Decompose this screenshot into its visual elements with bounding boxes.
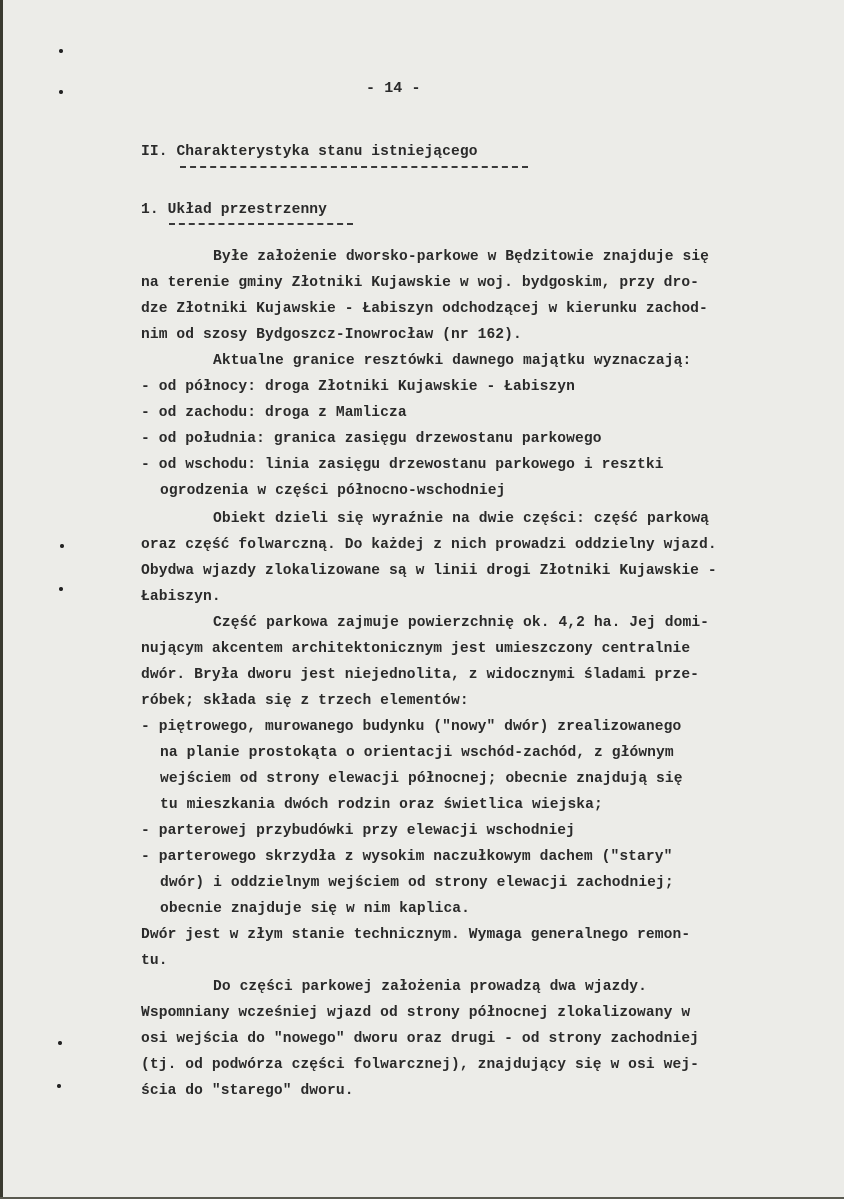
text-line: na terenie gminy Złotniki Kujawskie w woj. bydgoskim, przy dro- — [141, 275, 700, 291]
text-line: Obiekt dzieli się wyraźnie na dwie części: część parkową — [213, 511, 710, 527]
text-line: tu mieszkania dwóch rodzin oraz świetlica wiejska; — [160, 797, 603, 813]
text-line: - od zachodu: droga z Mamlicza — [141, 405, 407, 421]
text-line: oraz część folwarczną. Do każdej z nich prowadzi oddzielny wjazd. — [141, 537, 717, 553]
text-line: tu. — [141, 953, 168, 969]
text-line: dwór. Bryła dworu jest niejednolita, z widocznymi śladami prze- — [141, 667, 700, 683]
binding-hole-mark — [58, 1041, 62, 1045]
subsection-title-underline — [169, 223, 353, 225]
binding-hole-mark — [59, 49, 63, 53]
binding-hole-mark — [59, 90, 63, 94]
text-line: wejściem od strony elewacji północnej; obecnie znajdują się — [160, 771, 683, 787]
text-line: Byłe założenie dworsko-parkowe w Będzitowie znajduje się — [213, 249, 710, 265]
binding-hole-mark — [60, 544, 64, 548]
text-line: Do części parkowej założenia prowadzą dwa wjazdy. — [213, 979, 648, 995]
text-line: - parterowego skrzydła z wysokim naczułkowym dachem ("stary" — [141, 849, 673, 865]
text-line: dwór) i oddzielnym wejściem od strony elewacji zachodniej; — [160, 875, 674, 891]
section-number: II. — [141, 144, 168, 160]
text-line: Wspomniany wcześniej wjazd od strony północnej zlokalizowany w — [141, 1005, 691, 1021]
binding-hole-mark — [57, 1084, 61, 1088]
text-line: Obydwa wjazdy zlokalizowane są w linii drogi Złotniki Kujawskie - — [141, 563, 717, 579]
text-line: nim od szosy Bydgoszcz-Inowrocław (nr 162). — [141, 327, 522, 343]
binding-hole-mark — [59, 587, 63, 591]
text-line: - parterowej przybudówki przy elewacji wschodniej — [141, 823, 576, 839]
text-line: Aktualne granice resztówki dawnego majątku wyznaczają: — [213, 353, 692, 369]
subsection-heading — [141, 201, 327, 219]
text-line: ogrodzenia w części północno-wschodniej — [160, 483, 506, 499]
text-line: (tj. od podwórza części folwarcznej), znajdujący się w osi wej- — [141, 1057, 700, 1073]
text-line: ścia do "starego" dworu. — [141, 1083, 354, 1099]
text-line: - od północy: droga Złotniki Kujawskie - Łabiszyn — [141, 379, 576, 395]
page-number: - 14 - — [366, 80, 421, 97]
section-heading — [141, 143, 478, 161]
text-line: - od południa: granica zasięgu drzewostanu parkowego — [141, 431, 602, 447]
section-title: Charakterystyka stanu istniejącego — [176, 144, 478, 160]
text-line: obecnie znajduje się w nim kaplica. — [160, 901, 471, 917]
text-line: na planie prostokąta o orientacji wschód-zachód, z głównym — [160, 745, 674, 761]
subsection-number: 1. — [141, 202, 159, 218]
text-line: osi wejścia do "nowego" dworu oraz drugi - od strony zachodniej — [141, 1031, 700, 1047]
text-line: Część parkowa zajmuje powierzchnię ok. 4,2 ha. Jej domi- — [213, 615, 710, 631]
text-line: dze Złotniki Kujawskie - Łabiszyn odchodzącej w kierunku zachod- — [141, 301, 708, 317]
text-line: - piętrowego, murowanego budynku ("nowy" dwór) zrealizowanego — [141, 719, 682, 735]
text-line: róbek; składa się z trzech elementów: — [141, 693, 469, 709]
subsection-title: Układ przestrzenny — [167, 202, 328, 218]
text-line: Dwór jest w złym stanie technicznym. Wymaga generalnego remon- — [141, 927, 691, 943]
text-line: Łabiszyn. — [141, 589, 221, 605]
text-line: nującym akcentem architektonicznym jest umieszczony centralnie — [141, 641, 691, 657]
scan-edge-left — [0, 0, 3, 1199]
text-line: - od wschodu: linia zasięgu drzewostanu parkowego i resztki — [141, 457, 664, 473]
section-title-underline — [180, 166, 528, 168]
